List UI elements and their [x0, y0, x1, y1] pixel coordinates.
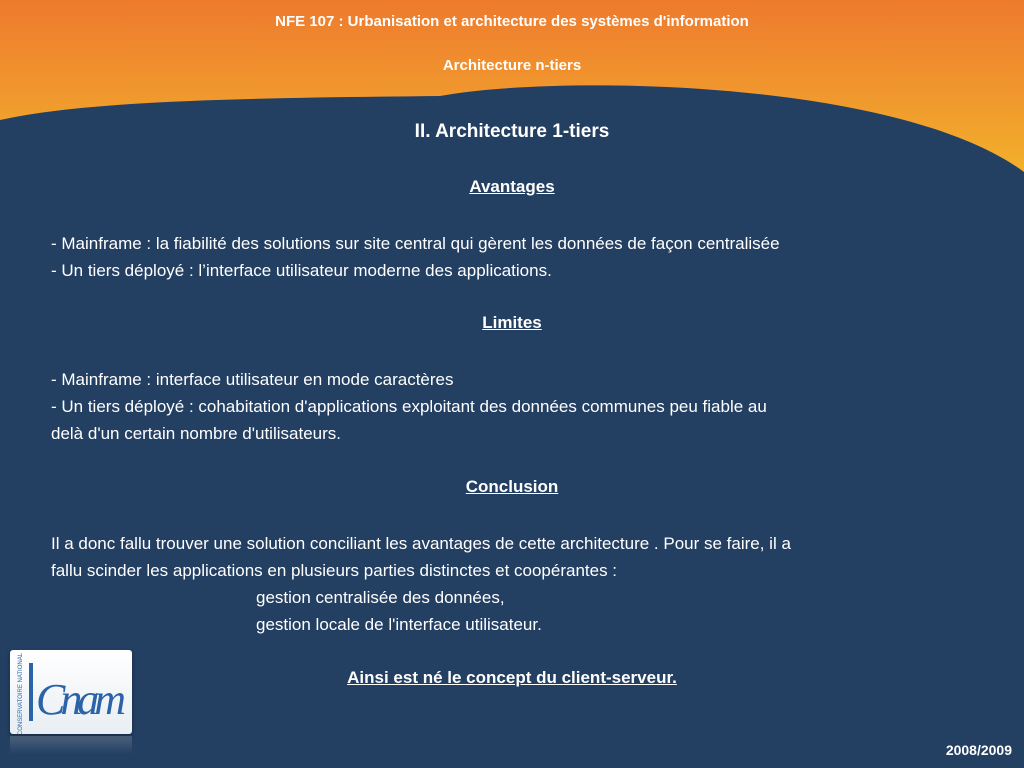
cnam-logo-side-text: CONSERVATOIRE NATIONAL: [18, 652, 24, 734]
footer-year: 2008/2009: [945, 742, 1012, 758]
conclusion-line: fallu scinder les applications en plusieurs parties distinctes et coopérantes :: [51, 561, 618, 580]
limites-line: - Un tiers déployé : cohabitation d'applications exploitant des données communes peu fiable au: [51, 397, 767, 416]
course-title: NFE 107 : Urbanisation et architecture des systèmes d'information: [275, 13, 749, 30]
header-band: [0, 0, 1024, 200]
conclusion-indented-line: gestion centralisée des données,: [256, 588, 505, 607]
cnam-logo: [10, 650, 132, 734]
slide-subject: Architecture n-tiers: [442, 57, 582, 74]
conclusion-heading: Conclusion: [465, 477, 559, 496]
avantages-heading: Avantages: [469, 177, 555, 196]
slide-title: II. Architecture 1-tiers: [414, 121, 610, 142]
conclusion-sentence: Ainsi est né le concept du client-serveur.: [347, 668, 677, 687]
conclusion-indented-line: gestion locale de l'interface utilisateur.: [256, 615, 542, 634]
avantages-line: - Mainframe : la fiabilité des solutions sur site central qui gèrent les données de façon centralisée: [51, 234, 780, 253]
avantages-line: - Un tiers déployé : l’interface utilisateur moderne des applications.: [51, 261, 552, 280]
conclusion-line: Il a donc fallu trouver une solution conciliant les avantages de cette architecture . Pour se faire, il a: [51, 534, 791, 553]
limites-heading: Limites: [482, 313, 542, 332]
cnam-logo-text: Cnam: [36, 675, 126, 724]
limites-line: delà d'un certain nombre d'utilisateurs.: [51, 424, 341, 443]
limites-line: - Mainframe : interface utilisateur en mode caractères: [51, 370, 454, 389]
cnam-logo-reflection: [10, 736, 132, 754]
cnam-logo-mark: [10, 650, 132, 734]
